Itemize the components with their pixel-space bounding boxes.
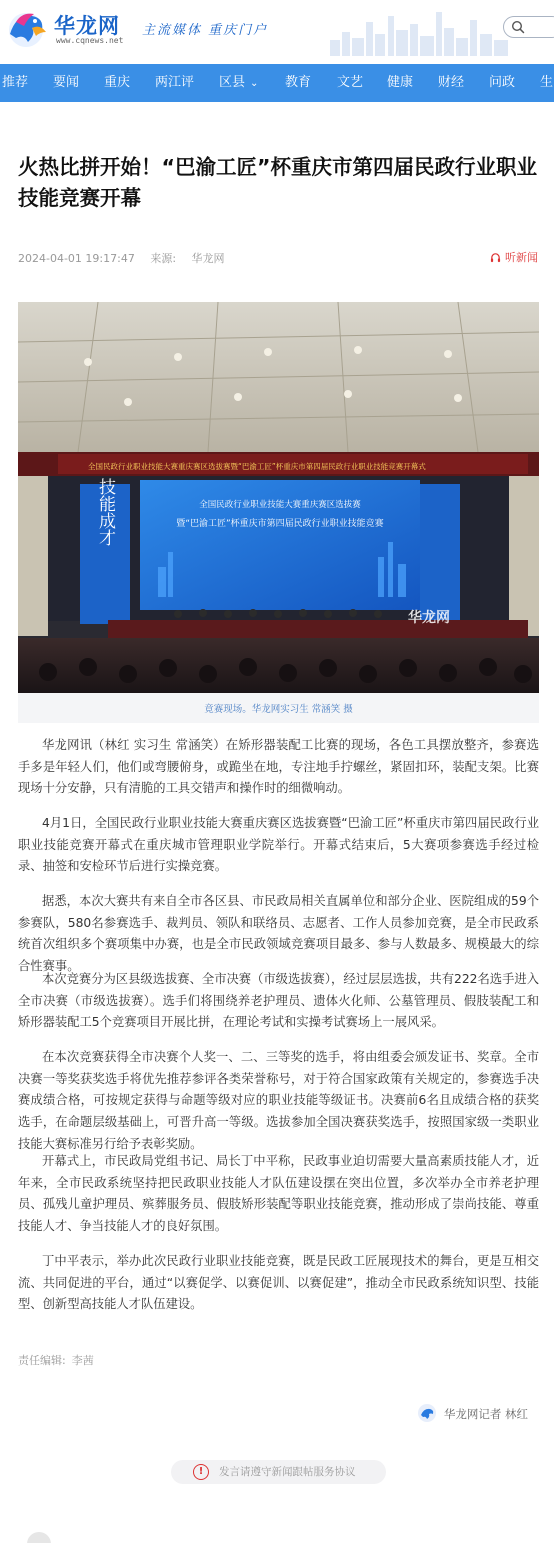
- exclamation-circle-icon: !: [193, 1464, 209, 1480]
- logo-text[interactable]: 华龙网: [54, 14, 120, 38]
- paragraph: 本次竞赛分为区县级选拔赛、全市决赛（市级选拔赛），经过层层选拔，共有222名选手进入全市决赛（市级选拔赛）。选手们将围绕养老护理员、遗体火化师、公墓管理员、假肢装配工和矫形器装配工5个竞赛项目开展比拼，在理论考试和实操考试赛场上一展风采。: [18, 972, 539, 1030]
- source-name: 华龙网: [191, 252, 225, 265]
- reporter-byline: [418, 1404, 528, 1422]
- nav-item-districts[interactable]: [219, 64, 258, 102]
- competition-stage-photo: [18, 302, 539, 693]
- nav-item-more[interactable]: 生: [540, 75, 554, 90]
- screen-title-1: 全国民政行业职业技能大赛重庆赛区选拔赛: [199, 500, 361, 510]
- banner-text: 全国民政行业职业技能大赛重庆赛区选拔赛暨“巴渝工匠”杯重庆市第四届民政行业职业技能竞赛开幕式: [88, 462, 426, 471]
- paragraph: 据悉，本次大赛共有来自全市各区县、市民政局相关直属单位和部分企业、医院组成的59个参赛队，580名参赛选手、裁判员、领队和联络员、志愿者、工作人员参加竞赛，是全市民政系统首次组织多个赛项集中办赛，也是全市民政领域竞赛项目最多、参与人数最多、规模最大的综合性赛事。: [18, 894, 539, 974]
- editor-label: 责任编辑:: [18, 1354, 66, 1367]
- photo-watermark: 华龙网: [408, 610, 450, 626]
- editor-name: 李茜: [71, 1354, 94, 1367]
- site-slogan: 主流媒体 重庆门户: [142, 23, 269, 38]
- headphones-icon: [490, 252, 501, 263]
- source-label: 来源:: [150, 252, 177, 265]
- paragraph: 4月1日，全国民政行业职业技能大赛重庆赛区选拔赛暨“巴渝工匠”杯重庆市第四届民政行业职业技能竞赛开幕式在重庆城市管理职业学院举行。开幕式结束后，5大赛项参赛选手经过检录、抽签和安检环节后进行实操竞赛。: [18, 816, 539, 874]
- photo-caption-bar: [18, 693, 539, 723]
- article-photo[interactable]: [18, 302, 539, 693]
- paragraph: 丁中平表示，举办此次民政行业职业技能竞赛，既是民政工匠展现技术的舞台，更是互相交流、共同促进的平台，通过“以赛促学、以赛促训、以赛促建”，推动全市民政系统知识型、技能型、创新型高技能人才队伍建设。: [18, 1254, 539, 1312]
- reporter-avatar: [418, 1404, 436, 1422]
- nav-item-finance[interactable]: 财经: [438, 75, 465, 90]
- comment-notice[interactable]: [171, 1460, 386, 1484]
- paragraph: 在本次竞赛获得全市决赛个人奖一、二、三等奖的选手，将由组委会颁发证书、奖章。全市决赛一等奖获奖选手将优先推荐参评各类荣誉称号，对于符合国家政策有关规定的，参赛选手决赛成绩合格，可按规定获得与命题等级对应的职业技能等级证书。决赛前6名且成绩合格的获奖选手，在命题层级基础上，可晋升高一等级。选拔参加全国决赛获奖选手，按照国家级一类职业技能大赛标准另行给予表彰奖励。: [18, 1050, 539, 1151]
- photo-caption: 竟赛现场。华龙网实习生 常涵笑 摄: [204, 704, 353, 715]
- side-screen-text: 技能成才: [95, 478, 115, 546]
- channel-nav: [0, 64, 554, 102]
- nav-item-health[interactable]: 健康: [387, 75, 414, 90]
- paragraph: 华龙网讯（林红 实习生 常涵笑）在矫形器装配工比赛的现场，各色工具摆放整齐，参赛选手多是年轻人们，他们或弯腰俯身，或跪坐在地，专注地手拧螺丝，紧固扣环，装配支架。比赛现场十分安静，只有清脆的工具交错声和操作时的细微响动。: [18, 738, 539, 796]
- publish-datetime: 2024-04-01 19:17:47: [18, 252, 135, 265]
- reporter-logo-icon: [418, 1404, 436, 1422]
- city-skyline-decoration: [330, 10, 510, 56]
- nav-item-liangjiang-review[interactable]: 两江评: [155, 75, 195, 90]
- site-header: [0, 0, 554, 64]
- floating-action-button[interactable]: [27, 1532, 51, 1543]
- paragraph: 开幕式上，市民政局党组书记、局长丁中平称，民政事业迫切需要大量高素质技能人才，近年来，全市民政系统坚持把民政职业技能人才队伍建设摆在突出位置，多次举办全市养老护理员、孤残儿童护理员、殡葬服务员、假肢矫形装配等职业技能竞赛，推动形成了崇尚技能、尊重技能人才、争当技能人才的良好氛围。: [18, 1154, 539, 1234]
- article-title: 火热比拼开始！“巴渝工匠”杯重庆市第四届民政行业职业技能竞赛开幕: [18, 155, 537, 210]
- responsible-editor: [18, 1352, 100, 1368]
- nav-item-chongqing[interactable]: 重庆: [104, 75, 131, 90]
- chevron-down-icon: ⌄: [250, 78, 259, 89]
- hualong-logo-icon[interactable]: [2, 4, 50, 52]
- article-meta: [18, 250, 237, 266]
- nav-item-recommend[interactable]: 推荐: [2, 75, 29, 90]
- nav-item-culture[interactable]: 文艺: [337, 75, 364, 90]
- reporter-name: 华龙网记者 林红: [443, 1407, 528, 1421]
- screen-title-2: 暨“巴渝工匠”杯重庆市第四届民政行业职业技能竞赛: [176, 519, 384, 529]
- search-box[interactable]: [503, 16, 554, 38]
- nav-item-inquiry[interactable]: 问政: [489, 75, 516, 90]
- listen-label: 听新闻: [505, 251, 538, 264]
- nav-item-districts-label: 区县: [219, 75, 246, 90]
- listen-button[interactable]: [490, 249, 538, 265]
- search-icon[interactable]: [511, 20, 525, 34]
- nav-item-headlines[interactable]: 要闻: [53, 75, 80, 90]
- notice-text: 发言请遵守新闻跟帖服务协议: [219, 1466, 356, 1478]
- nav-item-education[interactable]: 教育: [285, 75, 312, 90]
- logo-domain: www.cqnews.net: [56, 36, 124, 45]
